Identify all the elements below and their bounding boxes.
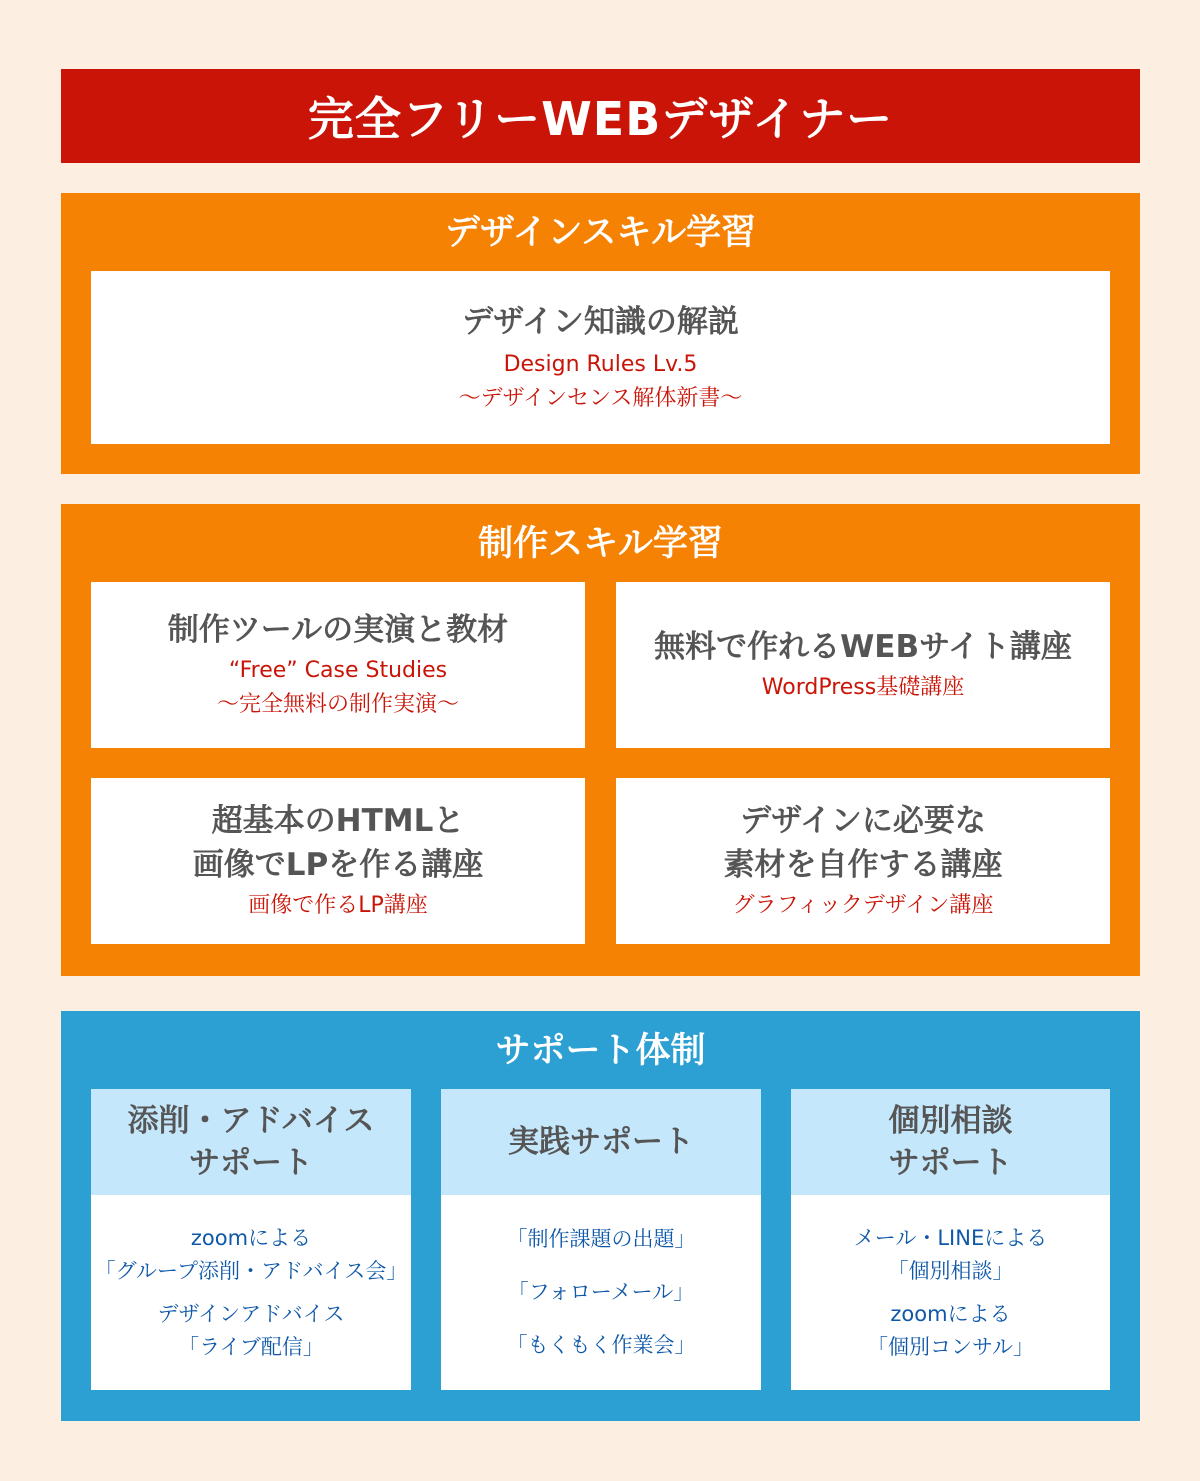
main-title: 完全フリーWEBデザイナー xyxy=(307,92,894,146)
production-card-website xyxy=(616,582,1110,748)
card-title: デザイン知識の解説 xyxy=(462,303,739,340)
card-subtitle: 〜デザインセンス解体新書〜 xyxy=(458,385,743,411)
production-skill-title: 制作スキル学習 xyxy=(478,524,723,564)
support-section xyxy=(61,1011,1140,1421)
support-item: 「もくもく作業会」 xyxy=(506,1333,696,1357)
support-card-header xyxy=(91,1089,411,1195)
support-item: zoomによる xyxy=(890,1301,1011,1326)
design-skill-section xyxy=(61,193,1140,474)
production-card-tools xyxy=(91,582,585,748)
support-title: サポート体制 xyxy=(495,1031,706,1071)
support-item: zoomによる xyxy=(190,1225,312,1250)
support-card-header xyxy=(441,1089,761,1195)
support-card-body xyxy=(91,1195,411,1390)
support-item: 「フォローメール」 xyxy=(507,1280,695,1304)
support-card-body xyxy=(791,1195,1110,1390)
design-knowledge-card xyxy=(91,271,1110,444)
support-item: デザインアドバイス xyxy=(157,1301,345,1326)
production-skill-section xyxy=(61,504,1140,976)
card-title: 画像でLPを作る講座 xyxy=(192,847,484,883)
main-title-banner xyxy=(61,69,1140,163)
card-subtitle: 〜完全無料の制作実演〜 xyxy=(216,692,459,717)
card-title: 超基本のHTMLと xyxy=(211,803,465,839)
support-item: メール・LINEによる xyxy=(853,1225,1048,1250)
support-item: 「ライブ配信」 xyxy=(178,1334,324,1359)
support-card-title: 個別相談 xyxy=(888,1103,1013,1139)
card-subtitle: Design Rules Lv.5 xyxy=(503,351,698,377)
support-card-title: 添削・アドバイス xyxy=(127,1103,375,1139)
card-subtitle: WordPress基礎講座 xyxy=(761,675,965,700)
support-item: 「グループ添削・アドバイス会」 xyxy=(94,1258,408,1283)
support-card-practice xyxy=(441,1089,761,1390)
design-skill-title: デザインスキル学習 xyxy=(444,213,757,253)
support-card-title: サポート xyxy=(888,1145,1013,1181)
card-subtitle: 画像で作るLP講座 xyxy=(248,893,428,918)
card-subtitle: “Free” Case Studies xyxy=(228,658,448,683)
support-card-body xyxy=(441,1195,761,1390)
card-subtitle: グラフィックデザイン講座 xyxy=(732,893,994,918)
support-item: 「個別コンサル」 xyxy=(867,1334,1034,1359)
support-card-header xyxy=(791,1089,1110,1195)
support-item: 「制作課題の出題」 xyxy=(506,1227,696,1251)
card-title: 制作ツールの実演と教材 xyxy=(167,612,509,648)
support-card-title: 実践サポート xyxy=(508,1124,694,1160)
production-card-graphic xyxy=(616,778,1110,944)
support-item: 「個別相談」 xyxy=(887,1258,1014,1283)
support-card-title: サポート xyxy=(189,1145,313,1181)
production-card-html-lp xyxy=(91,778,585,944)
card-title: 無料で作れるWEBサイト講座 xyxy=(654,629,1072,665)
support-card-review xyxy=(91,1089,411,1390)
support-card-consult xyxy=(791,1089,1110,1390)
card-title: 素材を自作する講座 xyxy=(723,847,1003,883)
card-title: デザインに必要な xyxy=(740,803,986,839)
